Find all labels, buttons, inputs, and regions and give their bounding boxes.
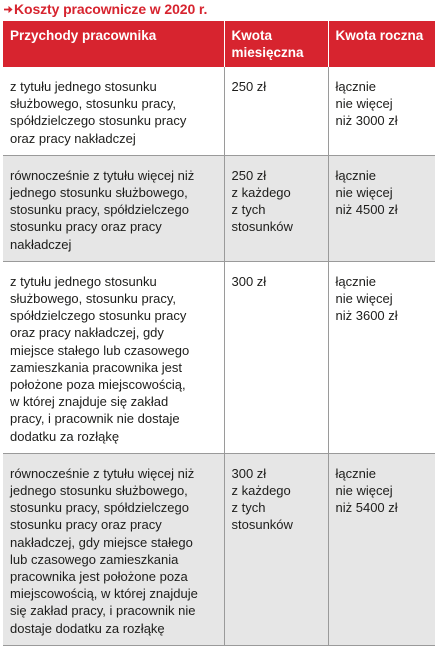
cell-annual — [328, 261, 435, 453]
cell-text-line: oraz pracy nakładczej, gdy — [10, 325, 164, 341]
cell-text-line: z tytułu jednego stosunku — [10, 273, 157, 289]
cell-text-line: położone poza miejscowością, — [10, 377, 186, 393]
cell-income — [3, 453, 224, 645]
cell-text-line: służbowego, stosunku pracy, — [10, 96, 176, 112]
cell-text-line: lub czasowego zamieszkania — [10, 551, 179, 567]
cell-text-line: równocześnie z tytułu więcej niż — [10, 167, 195, 183]
cell-text-line: z każdego — [231, 185, 291, 201]
cell-text-line: z tych — [231, 202, 266, 218]
cell-text-line: pracy, i pracownik nie dostaje — [10, 411, 180, 427]
cell-text-line: zamieszkania pracownika jest — [10, 359, 182, 375]
header-income: Przychody pracownika — [3, 21, 224, 67]
cell-text-line: niż 3600 zł — [335, 308, 398, 324]
cell-annual — [328, 155, 435, 261]
cell-text-line: spółdzielczego stosunku pracy — [10, 113, 187, 129]
table-row — [3, 67, 435, 155]
table-header-row — [3, 21, 435, 67]
cell-monthly — [224, 453, 328, 645]
cell-text-line: się zakład pracy, i pracownik nie — [10, 603, 196, 619]
cell-text-line: stosunku pracy oraz pracy — [10, 517, 162, 533]
cell-text-line: spółdzielczego stosunku pracy — [10, 308, 187, 324]
cell-text-line: nie więcej — [335, 291, 393, 307]
cell-text-line: nakładczej, gdy miejsce stałego — [10, 534, 193, 550]
cell-text-line: miejscowością, w której znajduje — [10, 586, 198, 602]
employee-costs-table — [3, 21, 435, 646]
cell-text-line: stosunku pracy, spółdzielczego — [10, 202, 189, 218]
cell-annual — [328, 453, 435, 645]
arrow-right-icon — [4, 5, 13, 14]
cell-text-line: z tytułu jednego stosunku — [10, 79, 157, 94]
cell-text-line: nie więcej — [335, 483, 393, 499]
table-row — [3, 261, 435, 453]
cell-text-line: niż 4500 zł — [335, 202, 398, 218]
cell-monthly — [224, 67, 328, 155]
cell-text-line: jednego stosunku służbowego, — [10, 483, 188, 499]
cell-monthly — [224, 261, 328, 453]
cell-text-line: 250 zł — [231, 167, 267, 183]
cell-text-line: stosunku pracy, spółdzielczego — [10, 500, 189, 516]
table-row — [3, 453, 435, 645]
table-row — [3, 155, 435, 261]
cell-text-line: stosunku pracy oraz pracy — [10, 219, 162, 235]
cell-text-line: miejsce stałego lub czasowego — [10, 342, 190, 358]
header-monthly: Kwota miesięczna — [224, 21, 328, 67]
cell-text-line: stosunków — [231, 517, 293, 533]
cell-annual — [328, 67, 435, 155]
cell-income — [3, 261, 224, 453]
cell-text-line: z każdego — [231, 483, 291, 499]
cell-text-line: łącznie — [335, 273, 376, 289]
cell-income — [3, 155, 224, 261]
cell-monthly — [224, 155, 328, 261]
cell-text-line: niż 5400 zł — [335, 500, 398, 516]
table-title: Koszty pracownicze w 2020 r. — [14, 1, 208, 17]
cell-text-line: łącznie — [335, 79, 376, 94]
cell-text-line: nie więcej — [335, 185, 393, 201]
cell-text-line: stosunków — [231, 219, 293, 235]
cell-text-line: łącznie — [335, 465, 376, 481]
table-title-row — [3, 0, 435, 19]
cell-text-line: 300 zł — [231, 465, 267, 481]
cell-text-line: równocześnie z tytułu więcej niż — [10, 465, 195, 481]
cell-text-line: nakładczej — [10, 236, 72, 252]
cell-text-line: łącznie — [335, 167, 376, 183]
cell-text-line: służbowego, stosunku pracy, — [10, 291, 176, 307]
cell-text-line: w której znajduje się zakład — [10, 394, 169, 410]
cell-text-line: 250 zł — [231, 79, 267, 94]
cell-text-line: niż 3000 zł — [335, 113, 398, 129]
cell-text-line: dodatku za rozłąkę — [10, 428, 120, 444]
cell-text-line: z tych — [231, 500, 266, 516]
cell-text-line: nie więcej — [335, 96, 393, 112]
table-body — [3, 67, 435, 645]
cell-text-line: jednego stosunku służbowego, — [10, 185, 188, 201]
cell-text-line: pracownika jest położone poza — [10, 569, 188, 585]
cell-text-line: oraz pracy nakładczej — [10, 130, 136, 146]
cell-text-line: 300 zł — [231, 273, 267, 289]
header-annual: Kwota roczna — [328, 21, 435, 67]
cell-text-line: dostaje dodatku za rozłąkę — [10, 620, 165, 636]
cell-income — [3, 67, 224, 155]
